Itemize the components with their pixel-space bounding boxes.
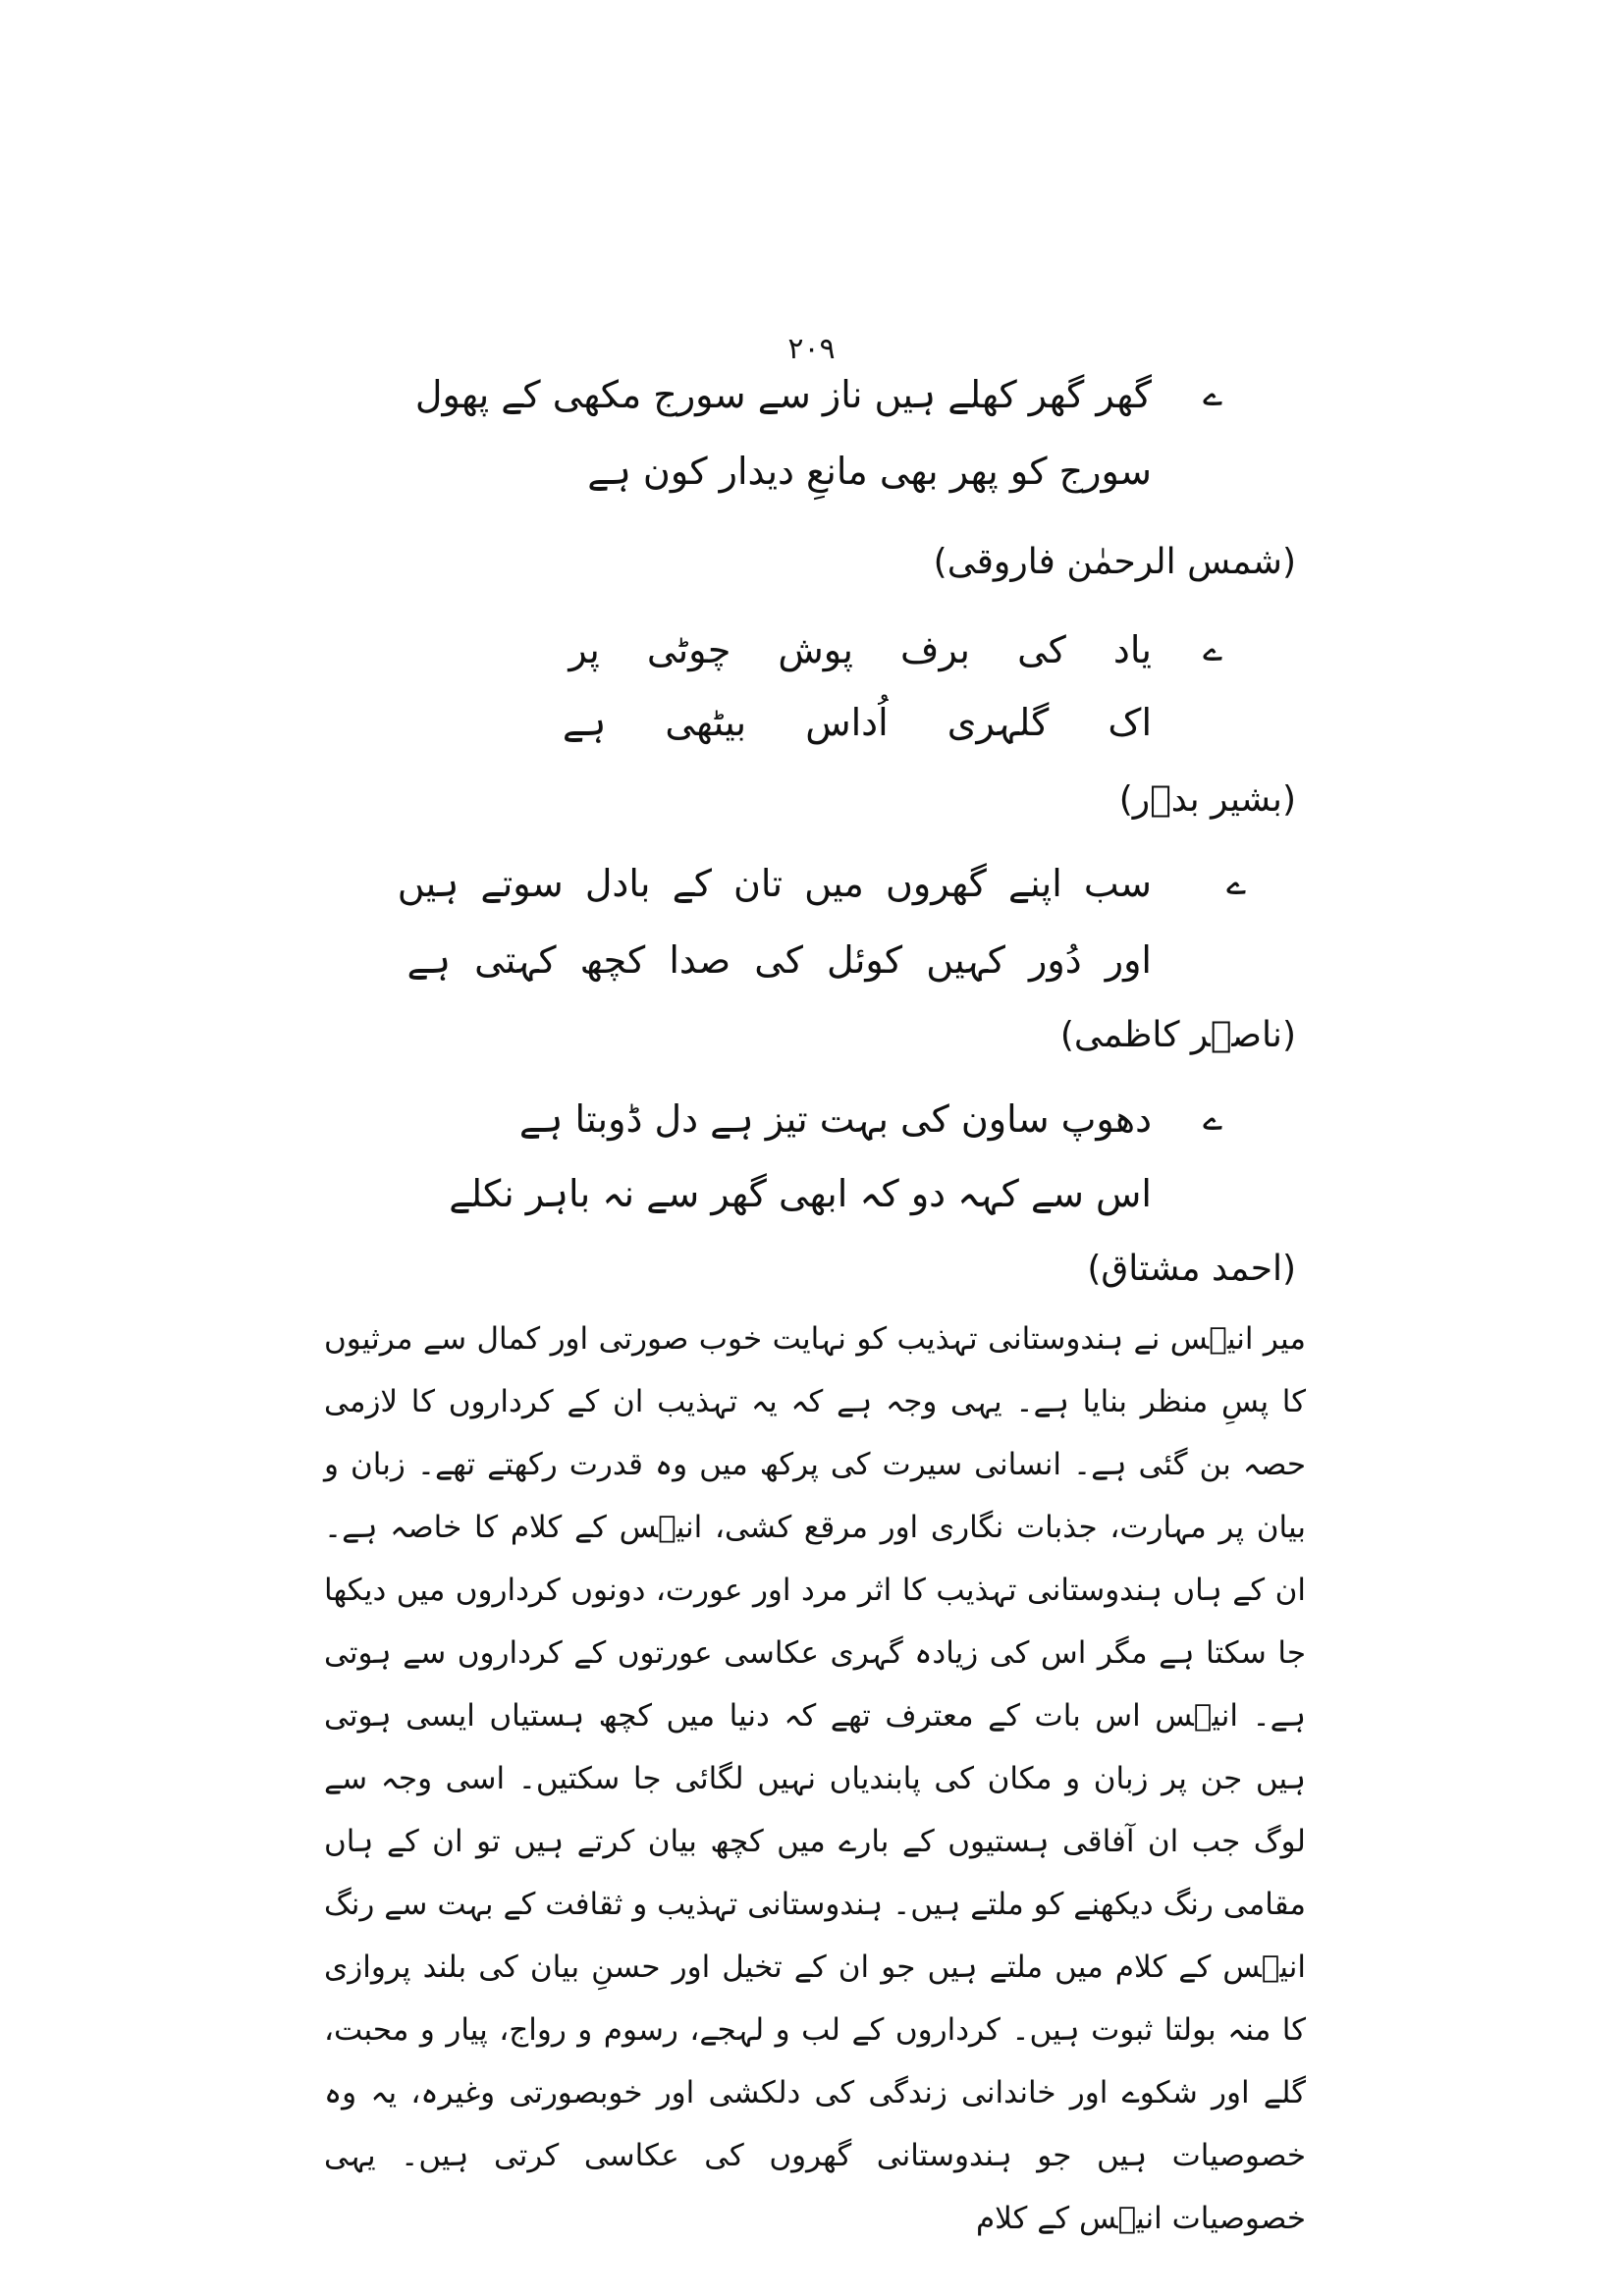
page-number: ۲۰۹ — [787, 332, 836, 366]
poet-attribution: (بشیر بدؔر) — [1118, 779, 1296, 820]
verse-line: یاد کی برف پوش چوٹی پر — [568, 628, 1152, 671]
stanza-4 — [449, 1090, 1222, 1223]
verse-line: سورج کو پھر بھی مانعِ دیدار کون ہے — [587, 450, 1152, 493]
stanza-1 — [414, 365, 1222, 501]
line-marker: ے — [1203, 1099, 1222, 1139]
body-paragraph: میر انیؔس نے ہندوستانی تہذیب کو نہایت خوب صورتی اور کمال سے مرثیوں کا پسِ منظر بنایا ہے۔ یہی وجہ ہے کہ یہ تہذیب ان کے کرداروں کا لازمی حصہ بن گئی ہے۔ انسانی سیرت کی پرکھ میں وہ قدرت رکھتے تھے۔ زبان و بیان پر مہارت، جذبات نگاری اور مرقع کشی، انیؔس کے کلام کا خاصہ ہے۔ ان کے ہاں ہندوستانی تہذیب کا اثر مرد اور عورت، دونوں کرداروں میں دیکھا جا سکتا ہے مگر اس کی زیادہ گہری عکاسی عورتوں کے کرداروں سے ہوتی ہے۔ انیؔس اس بات کے معترف تھے کہ دنیا میں کچھ ہستیاں ایسی ہوتی ہیں جن پر زبان و مکان کی پابندیاں نہیں لگائی جا سکتیں۔ اسی وجہ سے لوگ جب ان آفاقی ہستیوں کے بارے میں کچھ بیان کرتے ہیں تو ان کے ہاں مقامی رنگ دیکھنے کو ملتے ہیں۔ ہندوستانی تہذیب و ثقافت کے بہت سے رنگ انیؔس کے کلام میں ملتے ہیں جو ان کے تخیل اور حسنِ بیان کی بلند پروازی کا منہ بولتا ثبوت ہیں۔ کرداروں کے لب و لہجے، رسوم و رواج، پیار و محبت، گلے اور شکوے اور خاندانی زندگی کی دلکشی اور خوبصورتی وغیرہ، یہ وہ خصوصیات ہیں جو ہندوستانی گھروں کی عکاسی کرتی ہیں۔ یہی خصوصیات انیؔس کے کلام — [324, 1321, 1306, 2236]
stanza-3 — [386, 854, 1246, 989]
verse-line: سب اپنے گھروں میں تان کے بادل سوتے ہیں — [397, 862, 1152, 905]
poet-attribution: (ناصؔر کاظمی) — [1059, 1015, 1296, 1055]
stanza-2 — [484, 620, 1222, 752]
verse-line: اور دُور کہیں کوئل کی صدا کچھ کہتی ہے — [406, 938, 1152, 982]
verse-line: دھوپ ساون کی بہت تیز ہے دل ڈوبتا ہے — [518, 1097, 1152, 1141]
line-marker: ے — [1203, 375, 1222, 414]
line-marker: ے — [1226, 864, 1246, 903]
poet-attribution: (شمس الرحمٰن فاروقی) — [933, 542, 1296, 582]
line-marker: ے — [1203, 630, 1222, 669]
verse-line: گھر گھر کھلے ہیں ناز سے سورج مکھی کے پھول — [414, 373, 1152, 416]
poet-attribution: (احمد مشتاق) — [1087, 1249, 1296, 1289]
verse-line: اک گلہری اُداس بیٹھی ہے — [562, 701, 1152, 744]
verse-line: اس سے کہہ دو کہ ابھی گھر سے نہ باہر نکلے — [449, 1172, 1152, 1215]
